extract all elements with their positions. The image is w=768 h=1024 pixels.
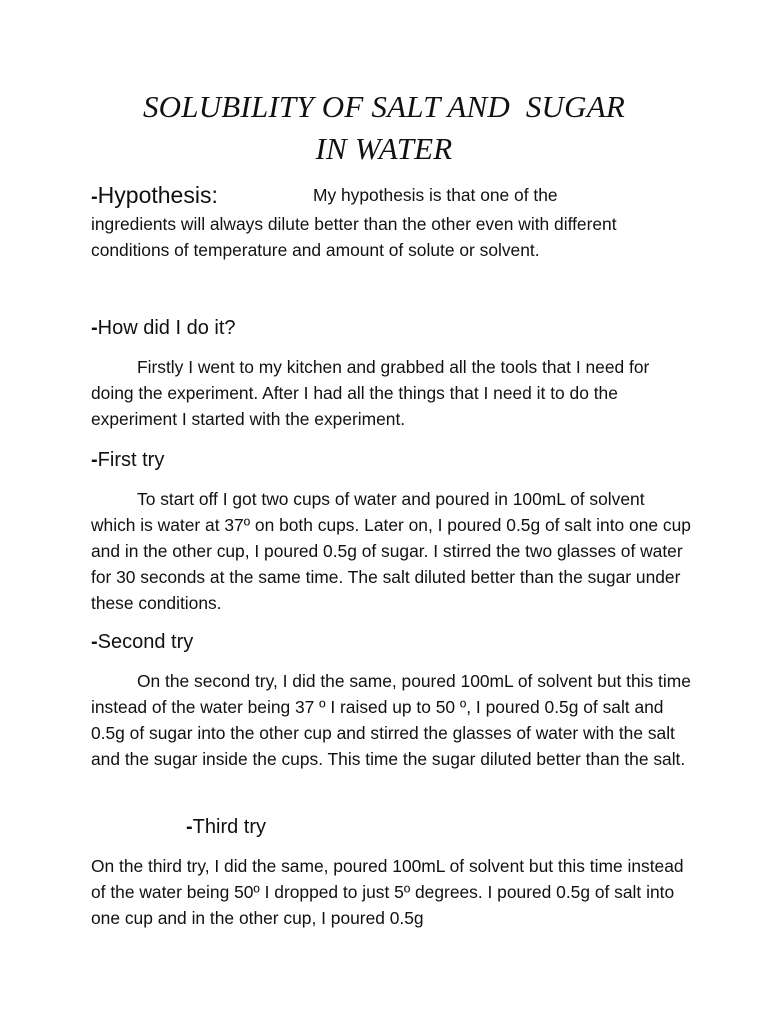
hypothesis-heading-text: Hypothesis:: [97, 182, 218, 208]
second-try-section: [91, 628, 691, 772]
hypothesis-text: ingredients will always dilute better than the other even with different conditions of temperature and amount of solute or solvent.: [91, 214, 617, 260]
second-try-dash: -: [91, 631, 98, 653]
first-try-heading-text: First try: [97, 449, 165, 471]
second-try-text: On the second try, I did the same, poured 100mL of solvent but this time instead of the water being 37 º I raised up to 50 º, I poured 0.5g of salt and 0.5g of sugar into the other cup and stirred the glasses of water with the salt and the sugar inside the cups. This time the sugar diluted better than the salt.: [91, 671, 691, 769]
title-line-2: IN WATER: [315, 131, 453, 166]
how-dash: -: [91, 317, 98, 339]
how-text: Firstly I went to my kitchen and grabbed all the tools that I need for doing the experiment. After I had all the things that I need it to do the experiment I started with the experiment.: [91, 357, 650, 429]
hypothesis-heading: [91, 182, 218, 208]
hypothesis-first-line: My hypothesis is that one of the: [313, 185, 558, 205]
how-heading: [91, 314, 691, 342]
first-try-dash: -: [91, 449, 98, 471]
third-try-section: [91, 813, 691, 931]
how-heading-text: How did I do it?: [97, 317, 236, 339]
hypothesis-dash: -: [91, 186, 98, 208]
third-try-dash: -: [186, 816, 193, 838]
third-try-heading: [91, 813, 691, 841]
first-try-heading: [91, 446, 691, 474]
second-try-heading: [91, 628, 691, 656]
how-section: [91, 314, 691, 432]
title-line-1: SOLUBILITY OF SALT AND SUGAR: [142, 89, 626, 124]
document-title: [60, 86, 708, 170]
hypothesis-heading-row: [91, 181, 558, 211]
third-try-heading-text: Third try: [192, 816, 267, 838]
first-try-section: [91, 446, 691, 616]
first-try-text: To start off I got two cups of water and poured in 100mL of solvent which is water at 37º on both cups. Later on, I poured 0.5g of salt into one cup and in the other cup, I poured 0.5g of sugar. I stirred the two glasses of water for 30 seconds at the same time. The salt diluted better than the sugar under these conditions.: [91, 489, 691, 613]
second-try-heading-text: Second try: [97, 631, 194, 653]
third-try-text: On the third try, I did the same, poured 100mL of solvent but this time instead of the water being 50º I dropped to just 5º degrees. I poured 0.5g of salt into one cup and in the other cup, I poured 0.5g: [91, 856, 684, 928]
